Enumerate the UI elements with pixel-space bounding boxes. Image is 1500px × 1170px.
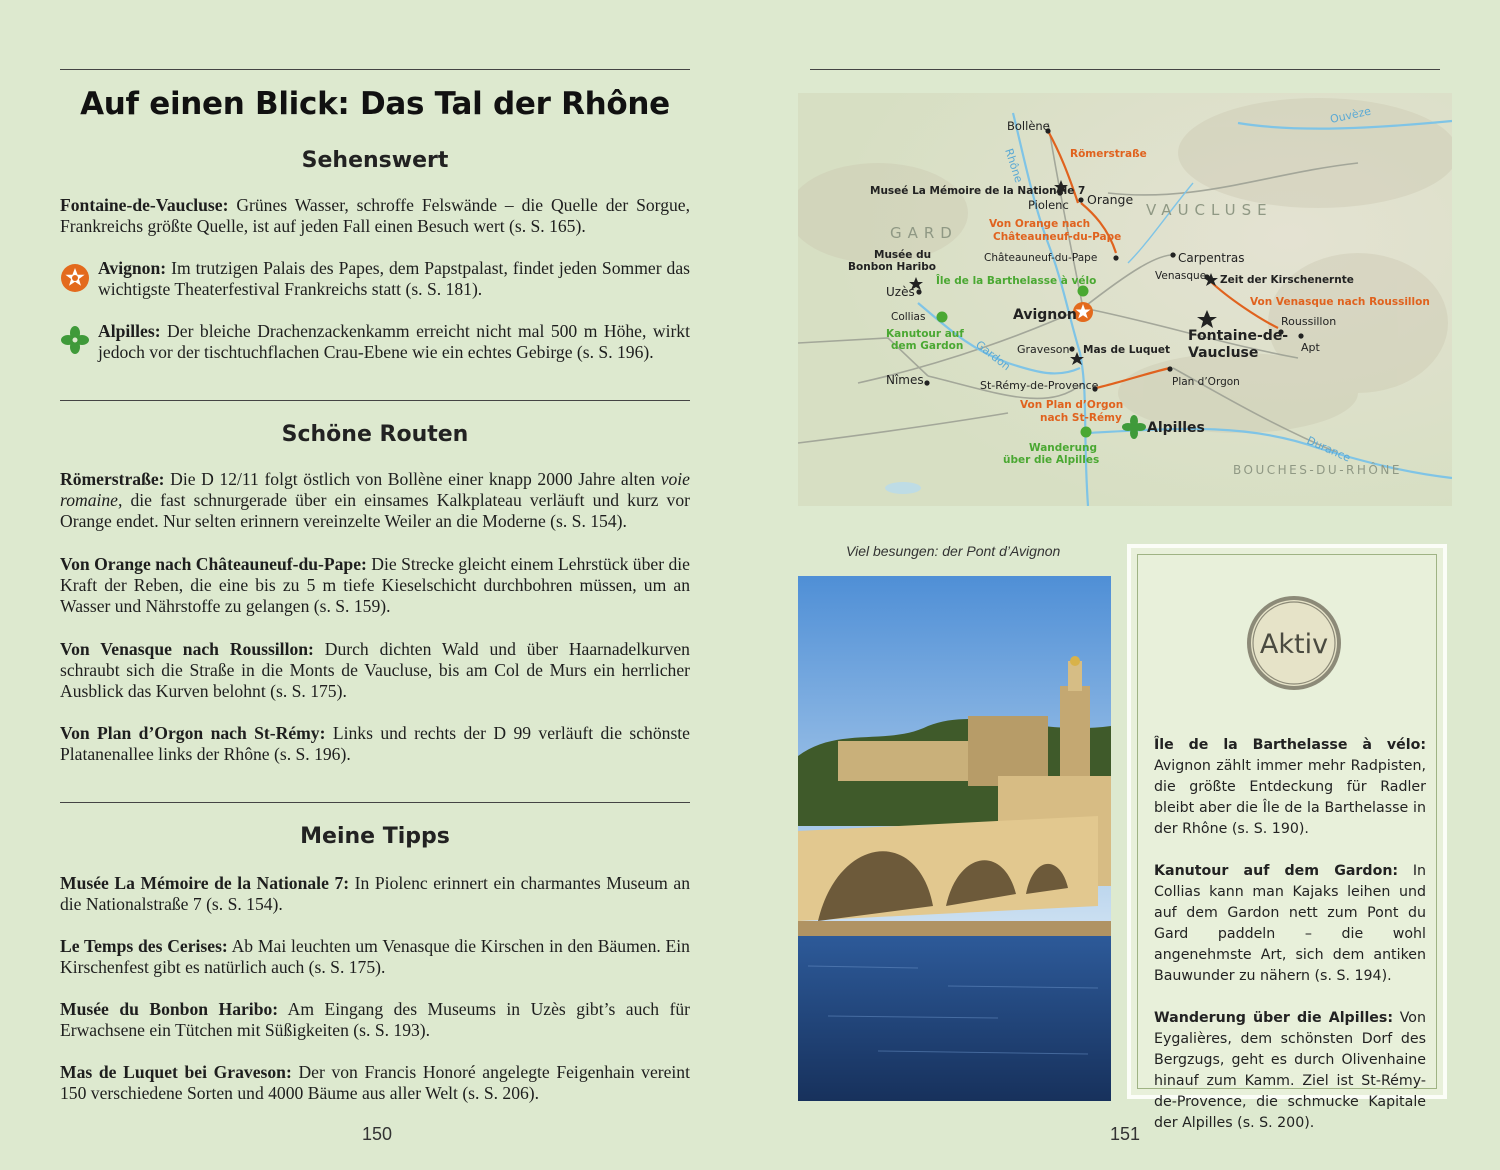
aktiv-seal-label: Aktiv bbox=[1259, 629, 1329, 660]
map-town-uzes: Uzès bbox=[886, 285, 915, 299]
aktiv-box bbox=[1127, 544, 1447, 1131]
map-region-bouches: BOUCHES-DU-RHÔNE bbox=[1233, 463, 1402, 477]
map-town-plandorgon: Plan d’Orgon bbox=[1172, 376, 1240, 388]
section-rule-2 bbox=[60, 802, 690, 803]
map-sight-kirschen: Zeit der Kirschenernte bbox=[1220, 274, 1354, 286]
map-activity-barthelasse: Île de la Barthelasse à vélo bbox=[936, 275, 1097, 287]
aktiv-entry-wanderung: Wanderung über die Alpilles: Von Eygalières, dem schönsten Dorf des Bergzugs, geht es durch Olivenhaine hinauf zum Kamm. Ziel ist St-Rémy-de-Provence, die schmucke Kapitale der Alpilles (s. S. 200). bbox=[1154, 1010, 1426, 1131]
map-town-apt: Apt bbox=[1301, 341, 1320, 354]
star-badge-icon bbox=[60, 263, 90, 293]
aktiv-entry-kanu: Kanutour auf dem Gardon: In Collias kann man Kajaks leihen und auf dem Gardon nett zum Pont du Gard paddeln – die wohl angenehmste Art, sich dem antiken Bauwunder zu nähern (s. S. 194). bbox=[1154, 863, 1427, 984]
entry-plan-route: Von Plan d’Orgon nach St-Rémy: Links und rechts der D 99 verläuft die schönste Platanenallee links der Rhône (s. S. 196). bbox=[60, 723, 690, 764]
photo-caption: Viel besungen: der Pont d’Avignon bbox=[846, 543, 1061, 559]
map-town-piolenc: Piolenc bbox=[1028, 198, 1069, 212]
entry-roemerstrasse: Römerstraße: Die D 12/11 folgt östlich von Bollène einer knapp 2000 Jahre alten voie romaine, die fast schnurgerade über ein einsames Kalkplateau verläuft und kurz vor Orange endet. Nur selten erinnern vereinzelte Weiler an die Moderne (s. S. 154). bbox=[60, 469, 690, 531]
entry-venasque-route: Von Venasque nach Roussillon: Durch dichten Wald und über Haarnadelkurven schraubt sich die Straße in die Monts de Vaucluse, bis am Col de Murs ein herrlicher Ausblick das Kurven belohnt (s. S. 175). bbox=[60, 639, 690, 701]
aktiv-text bbox=[1154, 735, 1426, 1155]
aktiv-entry-barthelasse: Île de la Barthelasse à vélo: Avignon zählt immer mehr Radpisten, die größte Entdeckung für Radler bleibt aber die Île de la Barthelasse in der Rhône (s. S. 190). bbox=[1154, 737, 1426, 837]
map-region-vaucluse: VAUCLUSE bbox=[1146, 201, 1273, 219]
map-town-venasque: Venasque bbox=[1155, 270, 1207, 282]
map-town-roussillon: Roussillon bbox=[1281, 315, 1337, 328]
map-sight-haribo-line1: Musée du bbox=[874, 249, 932, 261]
map-region-gard: GARD bbox=[890, 224, 958, 242]
map-route-orange-line2: Châteauneuf-du-Pape bbox=[993, 231, 1122, 243]
map-town-nimes: Nîmes bbox=[886, 373, 924, 387]
map-route-roemer: Römerstraße bbox=[1070, 148, 1147, 160]
page-number-left: 150 bbox=[362, 1124, 393, 1144]
map-town-graveson: Graveson bbox=[1017, 343, 1070, 356]
entry-alpilles: Alpilles: Der bleiche Drachenzackenkamm erreicht nicht mal 500 m Höhe, wirkt jedoch vor der tischtuchflachen Crau-Ebene wie ein echtes Gebirge (s. S. 196). bbox=[98, 321, 690, 362]
pont-davignon-photo bbox=[798, 576, 1111, 1101]
entry-haribo: Musée du Bonbon Haribo: Am Eingang des Museums in Uzès gibt’s auch für Erwachsene ein Tütchen mit Süßigkeiten (s. S. 193). bbox=[60, 999, 690, 1040]
map-activity-kanu-line1: Kanutour auf bbox=[886, 328, 964, 340]
map-activity-kanu-line2: dem Gardon bbox=[891, 340, 964, 352]
map-town-bollene: Bollène bbox=[1007, 119, 1050, 133]
photo-illustration bbox=[798, 576, 1111, 1101]
region-map bbox=[798, 93, 1452, 506]
map-activity-wander-line1: Wanderung bbox=[1029, 442, 1098, 454]
map-river-ouveze: Ouvèze bbox=[1328, 104, 1373, 126]
map-sight-nationale7: Museé La Mémoire de la Nationale 7 bbox=[870, 185, 1086, 197]
map-sight-alpilles: Alpilles bbox=[1147, 420, 1205, 436]
map-sight-luquet: Mas de Luquet bbox=[1083, 344, 1171, 356]
lake-shape bbox=[885, 482, 921, 494]
map-town-collias: Collias bbox=[891, 311, 926, 323]
map-river-durance: Durance bbox=[1304, 433, 1353, 465]
section-heading-sehenswert: Sehenswert bbox=[301, 148, 449, 173]
map-river-gardon: Gardon bbox=[973, 338, 1013, 374]
entry-luquet: Mas de Luquet bei Graveson: Der von Francis Honoré angelegte Feigenhain vereint 150 verschiedene Sorten und 4000 Bäume aus aller Welt (s. S. 206). bbox=[60, 1062, 690, 1103]
entry-avignon: Avignon: Im trutzigen Palais des Papes, dem Papstpalast, findet jeden Sommer das wichtigste Theaterfestival Frankreichs statt (s. S. 181). bbox=[98, 258, 690, 299]
map-town-fontaine-line1: Fontaine-de- bbox=[1188, 328, 1289, 344]
entry-nationale7: Musée La Mémoire de la Nationale 7: In Piolenc erinnert ein charmantes Museum an die Nationalstraße 7 (s. S. 154). bbox=[60, 873, 690, 914]
map-route-plan-line2: nach St-Rémy bbox=[1040, 412, 1122, 424]
entry-cerises: Le Temps des Cerises: Ab Mai leuchten um Venasque die Kirschen in den Bäumen. Ein Kirschenfest gibt es natürlich auch (s. S. 175). bbox=[60, 936, 690, 977]
map-town-fontaine-line2: Vaucluse bbox=[1188, 345, 1259, 361]
entry-fontaine: Fontaine-de-Vaucluse: Grünes Wasser, schroffe Felswände – die Quelle der Sorgue, Frankreichs größte Quelle, ist auf jeden Fall einen Besuch wert (s. S. 165). bbox=[60, 195, 690, 236]
map-activity-wander-line2: über die Alpilles bbox=[1003, 454, 1100, 466]
map-sight-haribo-line2: Bonbon Haribo bbox=[848, 261, 936, 273]
map-town-carpentras: Carpentras bbox=[1178, 251, 1245, 265]
map-route-plan-line1: Von Plan d’Orgon bbox=[1020, 399, 1124, 411]
page-title: Auf einen Blick: Das Tal der Rhône bbox=[80, 86, 670, 122]
aktiv-seal-icon bbox=[1246, 595, 1342, 691]
map-town-stremy: St-Rémy-de-Provence bbox=[980, 379, 1099, 392]
leaf-badge-icon bbox=[60, 325, 90, 355]
map-town-avignon: Avignon bbox=[1013, 307, 1077, 323]
top-rule-right bbox=[810, 69, 1440, 70]
page-number-right: 151 bbox=[1110, 1124, 1141, 1144]
map-svg bbox=[798, 93, 1452, 506]
entry-orange-route: Von Orange nach Châteauneuf-du-Pape: Die Strecke gleicht einem Lehrstück über die Kraft der Reben, die eine bis zu 5 m tiefe Kieselschicht durchbohren müssen, um an Wasser und Nährstoffe zu gelangen (s. S. 159). bbox=[60, 554, 690, 616]
map-route-orange-line1: Von Orange nach bbox=[989, 218, 1091, 230]
aktiv-inner-frame bbox=[1137, 554, 1437, 1131]
map-river-rhone: Rhône bbox=[1002, 146, 1026, 185]
map-town-orange: Orange bbox=[1087, 192, 1134, 207]
map-town-chateauneuf: Châteauneuf-du-Pape bbox=[984, 252, 1098, 264]
section-heading-routen: Schöne Routen bbox=[281, 422, 469, 447]
map-route-venasque: Von Venasque nach Roussillon bbox=[1250, 296, 1430, 308]
top-rule-left bbox=[60, 69, 690, 70]
section-rule-1 bbox=[60, 400, 690, 401]
section-heading-tipps: Meine Tipps bbox=[300, 824, 450, 849]
